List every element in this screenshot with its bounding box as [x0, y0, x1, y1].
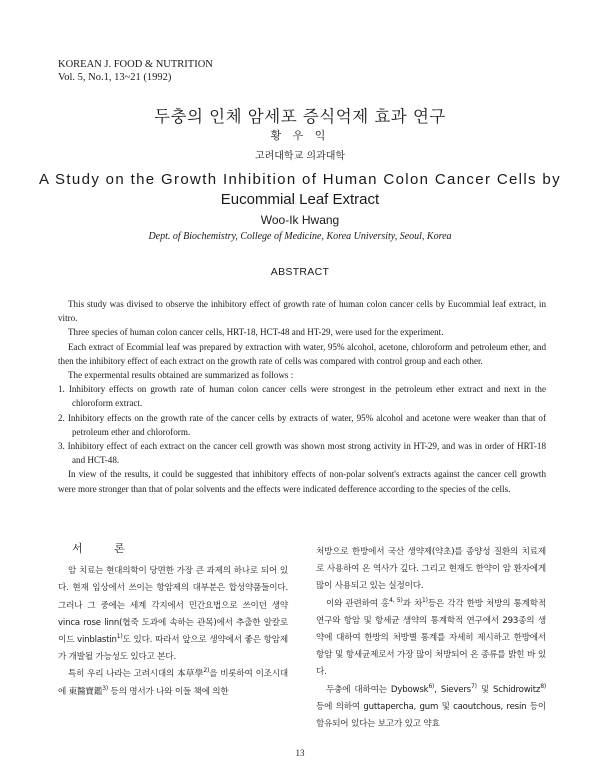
journal-volume: Vol. 5, No.1, 13~21 (1992) [58, 72, 172, 83]
intro-left-column [58, 540, 288, 701]
abstract-paragraph: In view of the results, it could be suggested that inhibitory effects of non-polar solvent's extracts against the cancer cell growth were more stronger than that of polar solvents and the effects were indicated defference according to the species of the cells. [58, 469, 546, 494]
text-run: 두충에 대하여는 Dybowsk [326, 684, 429, 695]
abstract-body [58, 297, 546, 496]
text-run: 등의 명서가 나와 이들 책에 의한 [107, 686, 229, 697]
journal-header [58, 58, 213, 84]
abstract-heading: ABSTRACT [270, 266, 330, 278]
text-run: 특히 우리 나라는 고려시대의 本草學 [68, 669, 204, 680]
text-run: 을 비롯하여 이조시대에 東醫寶鑑 [58, 669, 288, 697]
english-author: Woo-Ik Hwang [260, 213, 340, 227]
english-title [0, 170, 600, 210]
abstract-paragraph: Three species of human colon cancer cells, HRT-18, HCT-48 and HT-29, were used for the experiment. [68, 327, 444, 338]
korean-title: 두충의 인체 암세포 증식억제 효과 연구 [154, 107, 446, 126]
abstract-list-item: 3. Inhibitory effect of each extract on the cancer cell growth was shown most strong activity in HT-29, and was in order of HRT-18 and HCT-48. [58, 441, 546, 466]
page-number: 13 [295, 748, 305, 758]
citation: 4, 5) [389, 596, 403, 604]
text-run: 등은 각각 한방 처방의 통계학적 연구와 항암 및 항세균 생약의 통계학적 연구에서 293종의 생약에 대하여 한방의 처방별 통계를 자세히 제시하고 한방에서 항암 및 항세균제로서 가장 많이 처방되어 온 종류를 밝힌 바 있다. [316, 598, 546, 678]
abstract-paragraph: The expermental results obtained are summarized as follows : [68, 370, 294, 381]
journal-name: KOREAN J. FOOD & NUTRITION [58, 59, 213, 70]
citation: 2) [203, 667, 210, 675]
text-run: 암 치료는 현대의학이 당면한 가장 큰 과제의 하나로 되어 있다. 현재 임상에서 쓰이는 항암제의 대부분은 합성약품들이다. 그러나 그 중에는 세계 각지에서 민간요법으로 쓰이던 생약 vinca rose linn(협죽 도과에 속하는 관목)에서 추출한 알칼로이드 vinblastin [58, 566, 288, 646]
intro-paragraph [58, 666, 288, 700]
section-heading: 서 론 [72, 542, 139, 555]
text-run: 및 Schidrowitz [476, 684, 541, 695]
abstract-paragraph: This study was divised to observe the inhibitory effect of growth rate of human colon cancer cells by Eucommial leaf extract, in vitro. [58, 299, 546, 324]
english-affiliation: Dept. of Biochemistry, College of Medicine, Korea University, Seoul, Korea [148, 231, 452, 242]
intro-right-column [316, 544, 546, 733]
intro-paragraph [316, 596, 546, 682]
citation: 1) [422, 596, 428, 604]
english-title-line2: Eucommial Leaf Extract [220, 191, 380, 208]
citation: 6) [428, 682, 435, 690]
intro-paragraph [316, 682, 546, 734]
abstract-paragraph: Each extract of Ecommial leaf was prepared by extraction with water, 95% alcohol, acetone, chloroform and petroleum ether, and then the inhibitory effect of each extract on the growth rate of cells was compared with control group and each other. [58, 341, 546, 366]
citation: 1) [116, 633, 123, 641]
intro-paragraph [58, 563, 288, 666]
citation: 3) [102, 684, 108, 692]
text-run: 도 있다. 따라서 앞으로 생약에서 좋은 항암제가 개발될 가능성도 있다고 본다. [58, 635, 288, 663]
abstract-list-item: 1. Inhibitory effects on growth rate of human colon cancer cells were strongest in the petroleum ether extract and next in the chloroform extract. [58, 384, 546, 409]
text-run: 이와 관련하여 홍 [326, 598, 390, 609]
citation: 7) [470, 682, 477, 690]
text-run: 등에 의하여 guttapercha, gum 및 caoutchous, resin 등이 함유되어 있다는 보고가 있고 약효 [316, 701, 546, 730]
abstract-list-item: 2. Inhibitory effects on the growth rate of the cancer cells by extracts of water, 95% alcohol and acetone were weaker than that of petroleum ether and chloroform. [58, 412, 546, 437]
text-run: 과 차 [402, 598, 423, 609]
korean-affiliation: 고려대학교 의과대학 [254, 151, 346, 162]
intro-paragraph: 처방으로 한방에서 국산 생약제(약초)를 종양성 질환의 치료제로 사용하여 온 역사가 깊다. 그리고 현재도 한약이 암 환자에게 많이 사용되고 있는 실정이다. [316, 547, 546, 592]
korean-author: 황 우 익 [270, 129, 330, 142]
text-run: , Sievers [434, 684, 471, 695]
english-title-line1: A Study on the Growth Inhibition of Human Colon Cancer Cells by [39, 171, 561, 188]
citation: 8) [540, 682, 546, 690]
